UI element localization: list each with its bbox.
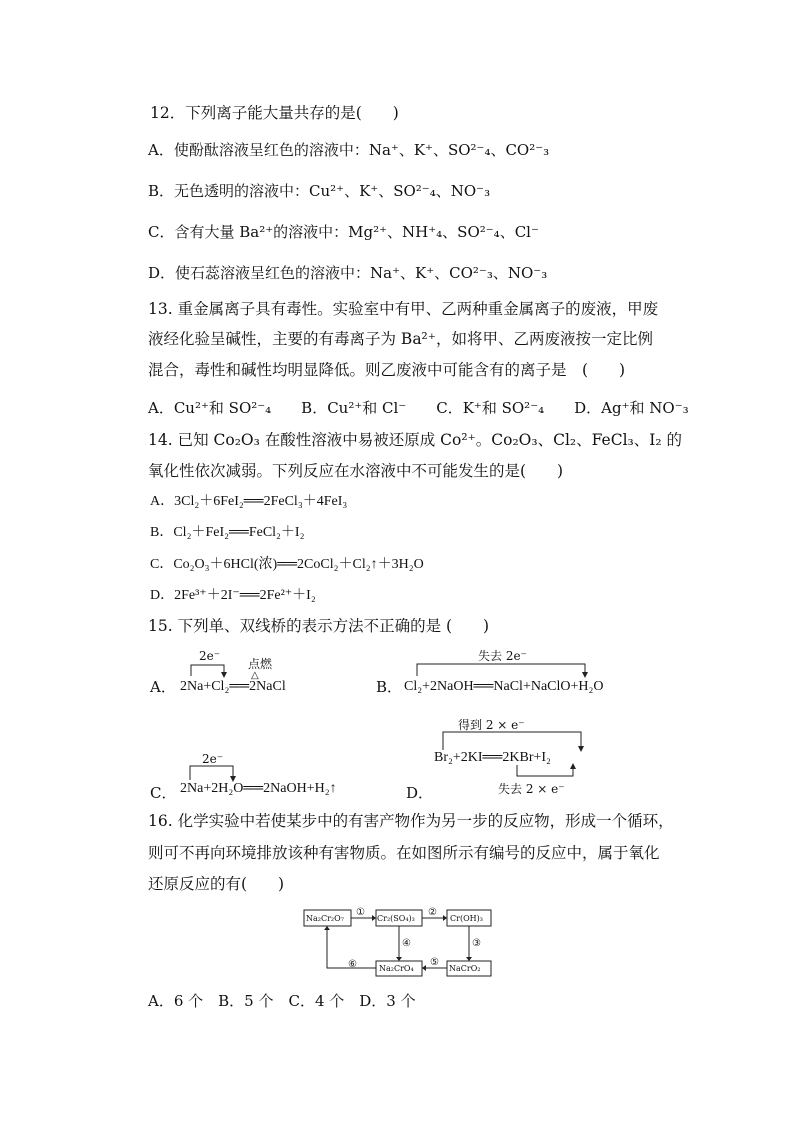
q15-stem: 15. 下列单、双线桥的表示方法不正确的是 ( )	[148, 617, 490, 635]
label-nacro2: NaCrO₂	[449, 964, 481, 973]
q14-option-c: C．Co₂O₃＋6HCl(浓)══2CoCl₂＋Cl₂↑＋3H₂O	[150, 557, 424, 572]
q15-d-top-label: 得到 2 × e⁻	[458, 718, 525, 732]
q14-option-a: A．3Cl₂＋6FeI₂══2FeCl₃＋4FeI₃	[150, 494, 348, 509]
step-4: ④	[402, 938, 411, 949]
q16-line-2: 则可不再向环境排放该种有害物质。在如图所示有编号的反应中，属于氧化	[148, 844, 660, 862]
q12-option-b: B．无色透明的溶液中：Cu²⁺、K⁺、SO²⁻₄、NO⁻₃	[148, 182, 491, 200]
q13-line-3: 混合，毒性和碱性均明显降低。则乙废液中可能含有的离子是 ( )	[148, 361, 626, 379]
q12-option-c: C．含有大量 Ba²⁺的溶液中：Mg²⁺、NH⁺₄、SO²⁻₄、Cl⁻	[148, 223, 539, 241]
q12-stem: 12．下列离子能大量共存的是( )	[150, 104, 399, 122]
q15-d-bottom-label: 失去 2 × e⁻	[498, 782, 565, 796]
q15-b-top-label: 失去 2e⁻	[478, 649, 527, 663]
q15-c-equation: 2Na+2H₂O══2NaOH+H₂↑	[180, 781, 337, 796]
q15-c-label: C．	[150, 784, 177, 802]
q13-line-1: 13. 重金属离子具有毒性。实验室中有甲、乙两种重金属离子的废液，甲废	[148, 300, 659, 318]
q12-option-d: D．使石蕊溶液呈红色的溶液中：Na⁺、K⁺、CO²⁻₃、NO⁻₃	[148, 264, 548, 282]
step-5: ⑤	[430, 957, 439, 968]
q14-line-2: 氧化性依次减弱。下列反应在水溶液中不可能发生的是( )	[148, 462, 564, 480]
q15-b-equation: Cl₂+2NaOH══NaCl+NaClO+H₂O	[404, 679, 604, 694]
label-croh3: Cr(OH)₃	[450, 914, 483, 923]
q14-option-d: D．2Fe³⁺＋2I⁻══2Fe²⁺＋I₂	[150, 588, 316, 603]
q15-a-condition: 点燃	[248, 657, 273, 671]
q13-line-2: 液经化验呈碱性，主要的有毒离子为 Ba²⁺，如将甲、乙两废液按一定比例	[148, 330, 653, 348]
q15-d-equation: Br₂+2KI══2KBr+I₂	[434, 750, 551, 765]
step-3: ③	[472, 938, 481, 949]
q16-line-3: 还原反应的有( )	[148, 875, 285, 893]
step-6: ⑥	[348, 959, 357, 970]
q15-a-condition-heat: △	[251, 670, 259, 681]
q15-a-label: A．	[150, 678, 176, 696]
label-na2cro4: Na₂CrO₄	[379, 964, 414, 973]
q15-c-electrons: 2e⁻	[202, 752, 224, 766]
q13-options: A．Cu²⁺和 SO²⁻₄ B．Cu²⁺和 Cl⁻ C．K⁺和 SO²⁻₄ D．Ag⁺和 NO⁻₃	[148, 399, 689, 417]
label-na2cr2o7: Na₂Cr₂O₇	[306, 914, 344, 923]
q15-a-equation: 2Na+Cl₂══2NaCl	[180, 679, 286, 694]
q15-b-label: B．	[376, 678, 403, 696]
label-cr2so43: Cr₂(SO₄)₃	[377, 914, 415, 923]
q15-d-label: D．	[406, 784, 434, 802]
q14-line-1: 14. 已知 Co₂O₃ 在酸性溶液中易被还原成 Co²⁺。Co₂O₃、Cl₂、FeCl₃、I₂ 的	[148, 431, 683, 449]
q16-line-1: 16. 化学实验中若使某步中的有害产物作为另一步的反应物，形成一个循环，	[148, 812, 674, 830]
step-1: ①	[356, 907, 365, 918]
q16-options: A．6 个 B．5 个 C．4 个 D．3 个	[148, 992, 416, 1010]
q15-a-electrons: 2e⁻	[199, 649, 221, 663]
q14-option-b: B．Cl₂＋FeI₂══FeCl₂＋I₂	[150, 525, 305, 540]
step-2: ②	[428, 907, 437, 918]
q12-option-a: A．使酚酞溶液呈红色的溶液中：Na⁺、K⁺、SO²⁻₄、CO²⁻₃	[148, 141, 550, 159]
